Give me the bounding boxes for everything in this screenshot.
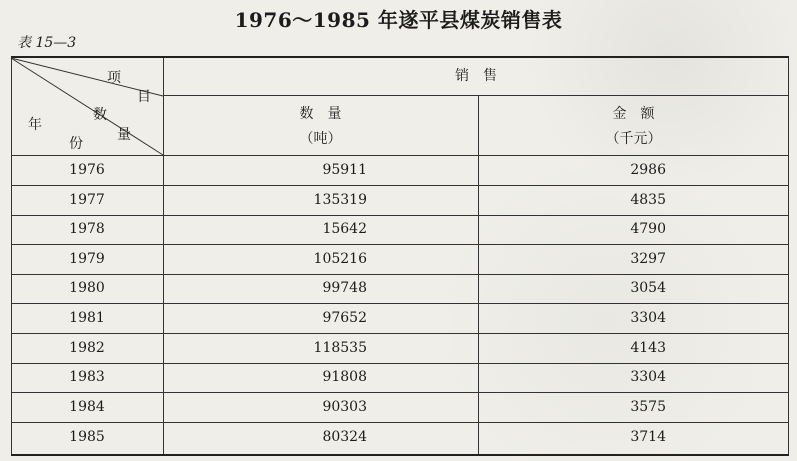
- amount-cell: 3297: [630, 251, 666, 267]
- quantity-cell: 99748: [322, 280, 367, 296]
- diagonal-header-lines: [11, 58, 163, 155]
- year-cell: 1978: [69, 221, 105, 237]
- quantity-cell: 91808: [322, 369, 367, 385]
- sales-header-divider: [163, 95, 789, 96]
- quantity-cell: 95911: [322, 162, 367, 178]
- amount-cell: 4143: [630, 340, 666, 356]
- page-title: 1976～1985 年遂平县煤炭销售表: [234, 8, 563, 32]
- row-divider-1977: [11, 215, 789, 216]
- row-divider-1976: [11, 185, 789, 186]
- year-cell: 1981: [69, 310, 105, 326]
- header-quantity-diagonal-label: 数: [93, 107, 107, 123]
- row-divider-1984: [11, 422, 789, 423]
- year-cell: 1976: [69, 162, 105, 178]
- header-year-label-continued: 份: [69, 136, 83, 152]
- row-divider-1978: [11, 244, 789, 245]
- quantity-cell: 80324: [322, 429, 367, 445]
- year-cell: 1984: [69, 399, 105, 415]
- row-divider-1981: [11, 333, 789, 334]
- header-item-label-continued: 目: [137, 89, 151, 105]
- quantity-cell: 90303: [322, 399, 367, 415]
- row-divider-1979: [11, 274, 789, 275]
- amount-cell: 3714: [630, 429, 666, 445]
- header-item-label: 项: [107, 70, 121, 86]
- quantity-cell: 105216: [313, 251, 367, 267]
- year-cell: 1980: [69, 280, 105, 296]
- row-divider-1980: [11, 303, 789, 304]
- amount-header: 金 额: [612, 106, 655, 122]
- quantity-cell: 135319: [313, 192, 367, 208]
- sales-header: 销 售: [455, 68, 497, 84]
- quantity-unit-header: （吨）: [299, 131, 342, 147]
- amount-cell: 3304: [630, 369, 666, 385]
- coal-sales-table: [11, 56, 789, 456]
- table-label: 表 15—3: [17, 35, 77, 51]
- amount-cell: 3054: [630, 280, 666, 296]
- year-cell: 1983: [69, 369, 105, 385]
- amount-unit-header: （千元）: [605, 131, 662, 147]
- quantity-header: 数 量: [299, 106, 342, 122]
- quantity-cell: 97652: [322, 310, 367, 326]
- year-cell: 1979: [69, 251, 105, 267]
- year-cell: 1982: [69, 340, 105, 356]
- amount-cell: 4790: [630, 221, 666, 237]
- row-divider-1983: [11, 392, 789, 393]
- row-divider-1982: [11, 363, 789, 364]
- year-cell: 1985: [69, 429, 105, 445]
- header-bottom-line: [11, 155, 789, 156]
- amount-cell: 3304: [630, 310, 666, 326]
- quantity-cell: 118535: [313, 340, 367, 356]
- year-cell: 1977: [69, 192, 105, 208]
- amount-cell: 2986: [630, 162, 666, 178]
- amount-cell: 3575: [630, 399, 666, 415]
- quantity-cell: 15642: [322, 221, 367, 237]
- header-quantity-diagonal-label-continued: 量: [117, 127, 131, 143]
- amount-cell: 4835: [630, 192, 666, 208]
- header-year-label: 年: [28, 117, 42, 133]
- diagonal-line-2: [11, 58, 163, 155]
